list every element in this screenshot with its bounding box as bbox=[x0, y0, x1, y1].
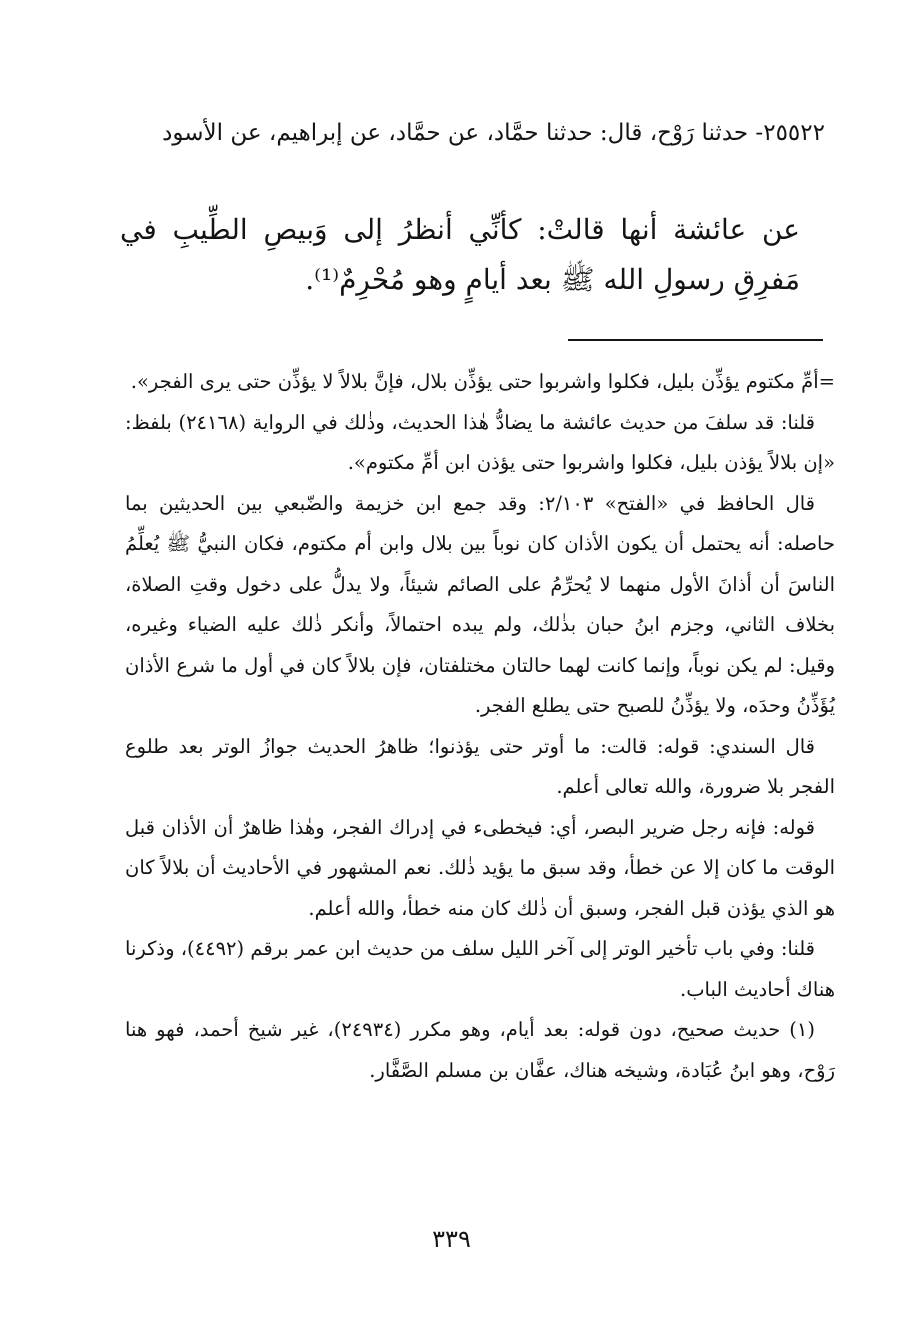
footnote-paragraph: قلنا: قد سلفَ من حديث عائشة ما يضادُّ هٰذا الحديث، وذٰلك في الرواية (٢٤١٦٨) بلفظ: «إن بلالاً يؤذن بليل، فكلوا واشربوا حتى يؤذن ابن أمِّ مكتوم». bbox=[125, 410, 835, 474]
footnote-separator-line bbox=[568, 339, 823, 341]
footnote-paragraph: قلنا: وفي باب تأخير الوتر إلى آخر الليل سلف من حديث ابن عمر برقم (٤٤٩٢)، وذكرنا هناك أحاديث الباب. bbox=[125, 937, 835, 1001]
hadith-chain-of-narration: ٢٥٥٢٢- حدثنا رَوْح، قال: حدثنا حمَّاد، عن حمَّاد، عن إبراهيم، عن الأسود bbox=[162, 120, 825, 146]
footnote-paragraph: قوله: فإنه رجل ضرير البصر، أي: فيخطىء في إدراك الفجر، وهٰذا ظاهرٌ أن الأذان قبل الوقت ما كان إلا عن خطأ، وقد سبق ما يؤيد ذٰلك. نعم المشهور في الأحاديث أن بلالاً كان هو الذي يؤذن قبل الفجر، وسبق أن ذٰلك كان منه خطأ، والله أعلم. bbox=[125, 815, 835, 920]
hadith-text: عن عائشة أنها قالتْ: كأنِّي أنظرُ إلى وَبيصِ الطِّيبِ في مَفرِقِ رسولِ الله ﷺ بعد أيامٍ وهو مُحْرِمٌ⁽¹⁾. bbox=[120, 213, 800, 296]
footnote-continuation: =أمِّ مكتوم يؤذِّن بليل، فكلوا واشربوا حتى يؤذِّن بلال، فإنَّ بلالاً لا يؤذِّن حتى يرى الفجر». bbox=[130, 370, 835, 393]
footnote-paragraph: قال الحافظ في «الفتح» ٢/١٠٣: وقد جمع ابن خزيمة والضّبعي بين الحديثين بما حاصله: أنه يحتمل أن يكون الأذان كان نوباً بين بلال وابن أم مكتوم، فكان النبيُّ ﷺ يُعلِّمُ الناسَ أن أذانَ الأول منهما لا يُحرِّمُ على الصائم شيئاً، ولا يدلُّ على دخول وقتِ الصلاة، بخلاف الثاني، وجزم ابنُ حبان بذٰلك، ولم يبده احتمالاً، وأنكر ذٰلك عليه الضياء وغيره، وقيل: لم يكن نوباً، وإنما كانت لهما حالتان مختلفتان، فإن بلالاً كان في أول ما شرع الأذان يُؤَذِّنُ وحدَه، ولا يؤذِّنُ للصبح حتى يطلع الفجر. bbox=[125, 491, 835, 717]
footnote-1: (١) حديث صحيح، دون قوله: بعد أيام، وهو مكرر (٢٤٩٣٤)، غير شيخ أحمد، فهو هنا رَوْح، وهو ابنُ عُبَادة، وشيخه هناك، عفَّان بن مسلم الصَّفَّار. bbox=[125, 1018, 835, 1082]
page-number: ٣٣٩ bbox=[432, 1225, 471, 1253]
footnotes-section bbox=[125, 362, 835, 1091]
footnote-paragraph: قال السندي: قوله: قالت: ما أوتر حتى يؤذنوا؛ ظاهرُ الحديث جوازُ الوتر بعد طلوع الفجر بلا ضرورة، والله تعالى أعلم. bbox=[125, 734, 835, 798]
